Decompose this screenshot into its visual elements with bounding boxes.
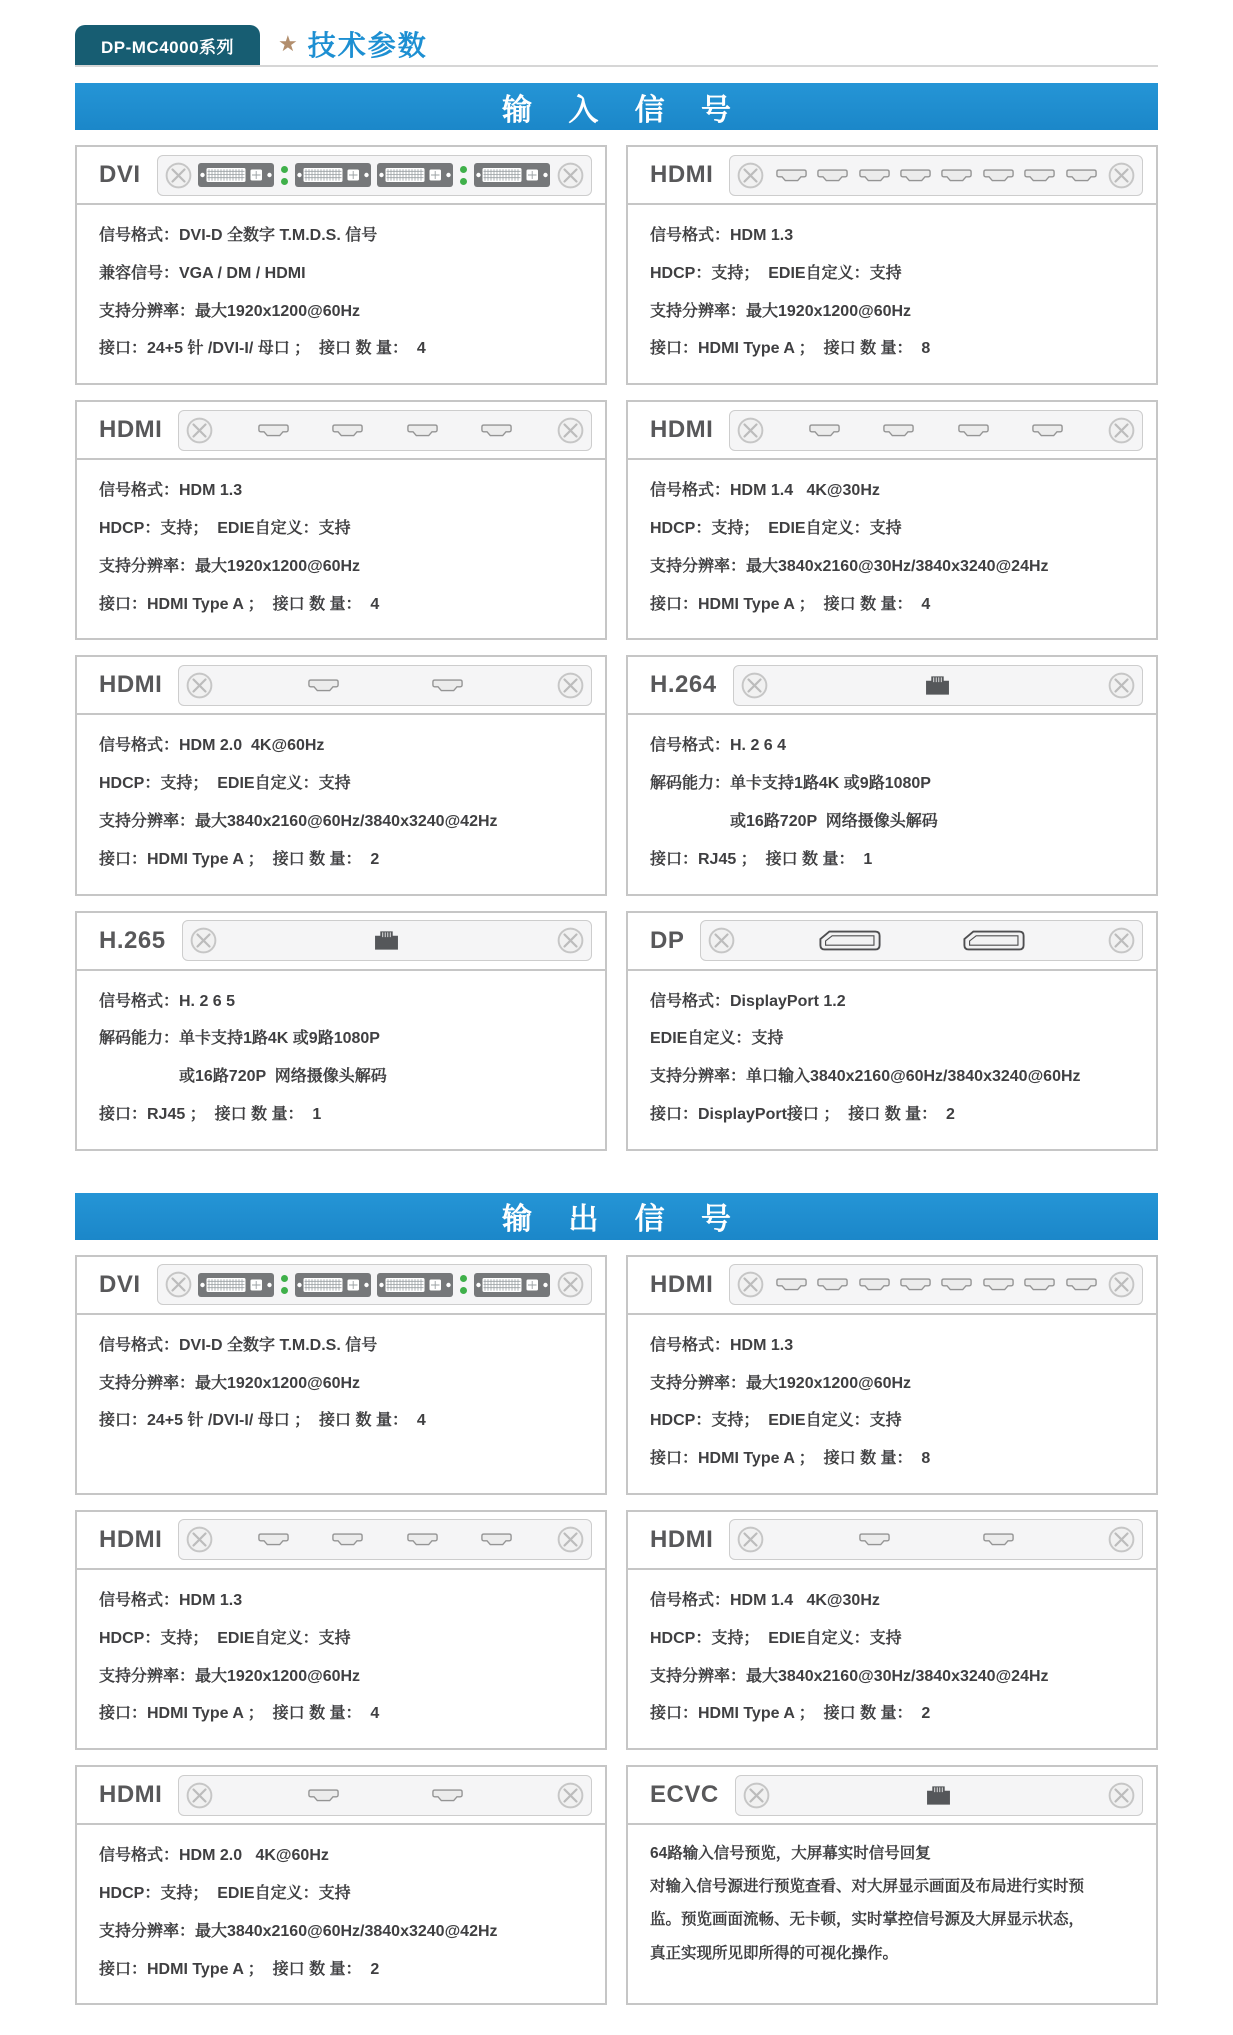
card-header [77, 1257, 605, 1315]
signal-card-output-hdmi [626, 1510, 1158, 1750]
green-indicator-dots [281, 166, 288, 185]
dvi-connector-icon [376, 1272, 454, 1298]
hdmi-card-illustration [729, 155, 1143, 196]
card-title: H.264 [650, 671, 717, 699]
screw-icon [1107, 161, 1136, 190]
screw-icon [736, 416, 765, 445]
hdmi-port-icon [432, 1789, 463, 1802]
screw-icon [185, 1525, 214, 1554]
signal-card-input-h264 [626, 655, 1158, 895]
hdmi-port-icon [983, 1278, 1014, 1291]
screw-icon [736, 1270, 765, 1299]
section-output [75, 1193, 1158, 2006]
hdmi-port-icon [1032, 424, 1063, 437]
card-title: HDMI [650, 416, 714, 444]
card-header [628, 1512, 1156, 1570]
hdmi-port-icon [941, 169, 972, 182]
dp-port-row [736, 930, 1107, 951]
page-title: 技术参数 [307, 30, 428, 61]
spec-line: 信号格式：HDM 1.4 4K@30Hz [650, 1591, 880, 1609]
dvi-connector-icon [473, 162, 551, 188]
spec-line: 信号格式：HDM 1.3 [99, 482, 243, 500]
screw-icon [556, 926, 585, 955]
spec-line: 接口：24+5 针 /DVI-I/ 母口 ； 接口 数 量： 4 [99, 340, 426, 358]
hdmi-card-illustration [729, 1264, 1143, 1305]
card-body [77, 715, 605, 893]
hdmi-port-icon [900, 1278, 931, 1291]
card-title: DVI [99, 161, 141, 188]
card-body [628, 1825, 1156, 2003]
spec-line: 接口：HDMI Type A ； 接口 数 量： 4 [99, 595, 380, 613]
card-body [628, 715, 1156, 893]
spec-line: 接口：HDMI Type A ； 接口 数 量： 8 [650, 1450, 931, 1468]
spec-line: 支持分辨率：最大1920x1200@60Hz [99, 1667, 361, 1685]
spec-line: 接口：HDMI Type A ； 接口 数 量： 4 [650, 595, 931, 613]
signal-card-input-hdmi [75, 655, 607, 895]
dvi-connector-pair [197, 1272, 372, 1298]
hdmi-port-icon [983, 169, 1014, 182]
hdmi-port-icon [1066, 169, 1097, 182]
card-body [77, 1570, 605, 1748]
hdmi-port-icon [1024, 1278, 1055, 1291]
screw-icon [556, 1781, 585, 1810]
series-tab[interactable]: DP-MC4000系列 [75, 25, 260, 65]
spec-line: 支持分辨率：最大1920x1200@60Hz [650, 302, 912, 320]
hdmi-card-illustration [178, 1519, 592, 1560]
hdmi-port-icon [1066, 1278, 1097, 1291]
hdmi-port-icon [958, 424, 989, 437]
card-header [628, 147, 1156, 205]
hdmi-port-icon [332, 1533, 363, 1546]
signal-card-input-hdmi [626, 145, 1158, 385]
screw-icon [1107, 1525, 1136, 1554]
signal-card-output-hdmi [75, 1510, 607, 1750]
spec-line: 支持分辨率：最大3840x2160@60Hz/3840x3240@42Hz [99, 812, 498, 830]
dvi-connector-icon [473, 1272, 551, 1298]
hdmi-port-icon [407, 424, 438, 437]
spec-line: 接口：RJ45 ； 接口 数 量： 1 [650, 850, 873, 868]
hdmi-port-icon [481, 1533, 512, 1546]
screw-icon [556, 1525, 585, 1554]
card-header [77, 913, 605, 971]
dvi-port-row [193, 162, 556, 188]
hdmi-port-icon [817, 169, 848, 182]
dp-card-illustration [700, 920, 1143, 961]
card-title: ECVC [650, 1781, 719, 1809]
spec-line: 支持分辨率：最大3840x2160@30Hz/3840x3240@24Hz [650, 1667, 1049, 1685]
spec-line: 监。预览画面流畅、无卡顿，实时掌控信号源及大屏显示状态， [650, 1911, 1085, 1929]
card-title: HDMI [99, 671, 163, 699]
hdmi-port-row [765, 169, 1107, 182]
spec-line: 支持分辨率：单口输入3840x2160@60Hz/3840x3240@60Hz [650, 1068, 1081, 1086]
spec-line: 信号格式：DisplayPort 1.2 [650, 992, 846, 1010]
spec-line: 接口：24+5 针 /DVI-I/ 母口 ； 接口 数 量： 4 [99, 1412, 426, 1430]
hdmi-port-row [214, 1789, 556, 1802]
spec-line: 信号格式：HDM 1.3 [650, 227, 794, 244]
card-title: HDMI [99, 1781, 163, 1809]
card-title: HDMI [650, 1525, 714, 1553]
card-title: DP [650, 926, 685, 954]
card-header [77, 147, 605, 205]
spec-line: 接口：HDMI Type A ； 接口 数 量： 4 [99, 1705, 380, 1723]
hdmi-port-icon [883, 424, 914, 437]
card-body [628, 1570, 1156, 1748]
hdmi-port-icon [859, 1278, 890, 1291]
spec-line: 兼容信号：VGA / DM / HDMI [99, 264, 306, 282]
hdmi-port-icon [481, 424, 512, 437]
displayport-icon [819, 930, 881, 951]
card-title: HDMI [650, 161, 714, 188]
card-header [628, 913, 1156, 971]
spec-line: 支持分辨率：最大1920x1200@60Hz [99, 557, 361, 575]
spec-line: 信号格式：DVI-D 全数字 T.M.D.S. 信号 [99, 227, 378, 244]
dvi-connector-icon [376, 162, 454, 188]
card-header [628, 657, 1156, 715]
spec-line: HDCP：支持； EDIE自定义：支持 [99, 1884, 351, 1902]
page-header [75, 24, 1158, 67]
screw-icon [164, 161, 193, 190]
spec-line: HDCP：支持； EDIE自定义：支持 [99, 1629, 351, 1647]
dvi-connector-pair [376, 1272, 551, 1298]
card-header [77, 402, 605, 460]
rj45-port-row [771, 1785, 1107, 1806]
hdmi-port-icon [776, 1278, 807, 1291]
hdmi-port-icon [407, 1533, 438, 1546]
h264-card-illustration [733, 665, 1143, 706]
spec-line: 信号格式：HDM 1.4 4K@30Hz [650, 482, 880, 500]
h265-card-illustration [182, 920, 592, 961]
hdmi-card-illustration [729, 410, 1143, 451]
section-banner-input: 输 入 信 号 [75, 83, 1158, 130]
screw-icon [736, 161, 765, 190]
signal-card-output-ecvc [626, 1765, 1158, 2005]
card-title: DVI [99, 1270, 141, 1298]
screw-icon [736, 1525, 765, 1554]
hdmi-port-icon [900, 169, 931, 182]
hdmi-port-icon [432, 679, 463, 692]
screw-icon [707, 926, 736, 955]
spec-line: 信号格式：H. 2 6 4 [650, 737, 787, 755]
hdmi-port-icon [258, 424, 289, 437]
card-body [77, 1825, 605, 2003]
screw-icon [185, 671, 214, 700]
hdmi-port-row [214, 424, 556, 437]
spec-line: 接口：RJ45 ； 接口 数 量： 1 [99, 1105, 322, 1123]
spec-line: 接口：DisplayPort接口 ； 接口 数 量： 2 [650, 1105, 955, 1123]
spec-line: 接口：HDMI Type A ； 接口 数 量： 2 [99, 850, 380, 868]
hdmi-port-row [214, 679, 556, 692]
signal-card-input-dvi [75, 145, 607, 385]
screw-icon [556, 671, 585, 700]
dvi-connector-icon [294, 1272, 372, 1298]
spec-line: HDCP：支持； EDIE自定义：支持 [99, 775, 351, 793]
signal-card-output-dvi [75, 1255, 607, 1495]
spec-line: 支持分辨率：最大1920x1200@60Hz [99, 302, 361, 320]
hdmi-port-icon [983, 1533, 1014, 1546]
card-body [628, 1315, 1156, 1493]
card-title: HDMI [99, 416, 163, 444]
hdmi-port-icon [809, 424, 840, 437]
dvi-card-illustration [157, 1264, 592, 1305]
card-title: HDMI [650, 1270, 714, 1298]
screw-icon [556, 1270, 585, 1299]
spec-line: 解码能力：单卡支持1路4K 或9路1080P [99, 1030, 380, 1048]
hdmi-port-icon [776, 169, 807, 182]
card-header [77, 1512, 605, 1570]
spec-line: 信号格式：H. 2 6 5 [99, 992, 236, 1010]
spec-line: 真正实现所见即所得的可视化操作。 [650, 1944, 899, 1962]
dvi-connector-icon [197, 162, 275, 188]
hdmi-port-icon [1024, 169, 1055, 182]
dvi-connector-icon [197, 1272, 275, 1298]
spec-line: HDCP：支持； EDIE自定义：支持 [650, 1629, 902, 1647]
green-indicator-dots [460, 166, 467, 185]
hdmi-port-row [214, 1533, 556, 1546]
hdmi-card-illustration [178, 665, 592, 706]
spec-line: 信号格式：HDM 1.3 [99, 1591, 243, 1609]
dvi-connector-pair [376, 162, 551, 188]
signal-card-output-hdmi [75, 1765, 607, 2005]
spec-line: 64路输入信号预览，大屏幕实时信号回复 [650, 1845, 931, 1863]
card-body [77, 460, 605, 638]
screw-icon [1107, 1781, 1136, 1810]
hdmi-port-icon [332, 424, 363, 437]
spec-line: EDIE自定义：支持 [650, 1030, 784, 1048]
signal-card-input-hdmi [75, 400, 607, 640]
dvi-card-illustration [157, 155, 592, 196]
signal-card-output-hdmi [626, 1255, 1158, 1495]
signal-card-input-h265 [75, 911, 607, 1151]
spec-line: 信号格式：HDM 1.3 [650, 1336, 794, 1354]
spec-line: 信号格式：HDM 2.0 4K@60Hz [99, 1847, 329, 1865]
spec-line: 支持分辨率：最大3840x2160@60Hz/3840x3240@42Hz [99, 1922, 498, 1940]
spec-line: 或16路720P 网络摄像头解码 [99, 1068, 387, 1086]
spec-line: 信号格式：HDM 2.0 4K@60Hz [99, 737, 325, 755]
hdmi-port-row [765, 1533, 1107, 1546]
hdmi-port-row [765, 1278, 1107, 1291]
screw-icon [556, 416, 585, 445]
card-body [77, 1315, 605, 1493]
rj45-port-icon [925, 675, 950, 696]
rj45-port-icon [926, 1785, 951, 1806]
hdmi-port-icon [817, 1278, 848, 1291]
dvi-connector-icon [294, 162, 372, 188]
spec-line: 对输入信号源进行预览查看、对大屏显示画面及布局进行实时预 [650, 1878, 1085, 1896]
card-header [77, 1767, 605, 1825]
card-title: HDMI [99, 1525, 163, 1553]
screw-icon [164, 1270, 193, 1299]
card-body [628, 971, 1156, 1149]
card-header [628, 1257, 1156, 1315]
section-input [75, 83, 1158, 1151]
green-indicator-dots [460, 1275, 467, 1294]
spec-line: 或16路720P 网络摄像头解码 [650, 812, 938, 830]
rj45-port-icon [374, 930, 399, 951]
spec-sections [75, 83, 1158, 2005]
spec-line: HDCP：支持； EDIE自定义：支持 [650, 1412, 902, 1430]
hdmi-port-icon [941, 1278, 972, 1291]
spec-line: 解码能力：单卡支持1路4K 或9路1080P [650, 775, 931, 793]
hdmi-port-icon [308, 1789, 339, 1802]
hdmi-port-row [765, 424, 1107, 437]
screw-icon [185, 416, 214, 445]
displayport-icon [963, 930, 1025, 951]
card-body [77, 205, 605, 383]
spec-line: HDCP：支持； EDIE自定义：支持 [99, 519, 351, 537]
rj45-port-row [218, 930, 556, 951]
spec-line: 支持分辨率：最大3840x2160@30Hz/3840x3240@24Hz [650, 557, 1049, 575]
dvi-port-row [193, 1272, 556, 1298]
card-body [628, 460, 1156, 638]
card-title: H.265 [99, 926, 166, 954]
hdmi-port-icon [258, 1533, 289, 1546]
screw-icon [185, 1781, 214, 1810]
hdmi-card-illustration [729, 1519, 1143, 1560]
green-indicator-dots [281, 1275, 288, 1294]
signal-card-input-dp [626, 911, 1158, 1151]
card-body [628, 205, 1156, 383]
screw-icon [1107, 416, 1136, 445]
card-grid-output [75, 1255, 1158, 2006]
spec-line: HDCP：支持； EDIE自定义：支持 [650, 519, 902, 537]
card-header [77, 657, 605, 715]
star-icon: ★ [278, 31, 298, 56]
hdmi-port-icon [308, 679, 339, 692]
hdmi-card-illustration [178, 410, 592, 451]
rj45-port-row [769, 675, 1107, 696]
ecvc-card-illustration [735, 1775, 1143, 1816]
spec-line: 信号格式：DVI-D 全数字 T.M.D.S. 信号 [99, 1336, 378, 1354]
spec-line: 接口：HDMI Type A ； 接口 数 量： 2 [99, 1960, 380, 1978]
screw-icon [1107, 1270, 1136, 1299]
screw-icon [1107, 671, 1136, 700]
screw-icon [556, 161, 585, 190]
spec-line: 接口：HDMI Type A ； 接口 数 量： 2 [650, 1705, 931, 1723]
screw-icon [189, 926, 218, 955]
screw-icon [742, 1781, 771, 1810]
spec-line: 支持分辨率：最大1920x1200@60Hz [650, 1374, 912, 1392]
hdmi-port-icon [859, 1533, 890, 1546]
section-banner-output: 输 出 信 号 [75, 1193, 1158, 1240]
spec-line: 接口：HDMI Type A ； 接口 数 量： 8 [650, 340, 931, 358]
signal-card-input-hdmi [626, 400, 1158, 640]
spec-line: 支持分辨率：最大1920x1200@60Hz [99, 1374, 361, 1392]
page-title-wrap [278, 24, 428, 64]
hdmi-card-illustration [178, 1775, 592, 1816]
screw-icon [1107, 926, 1136, 955]
spec-line: HDCP：支持； EDIE自定义：支持 [650, 264, 902, 282]
card-header [628, 1767, 1156, 1825]
hdmi-port-icon [859, 169, 890, 182]
card-header [628, 402, 1156, 460]
card-grid-input [75, 145, 1158, 1151]
dvi-connector-pair [197, 162, 372, 188]
screw-icon [740, 671, 769, 700]
card-body [77, 971, 605, 1149]
